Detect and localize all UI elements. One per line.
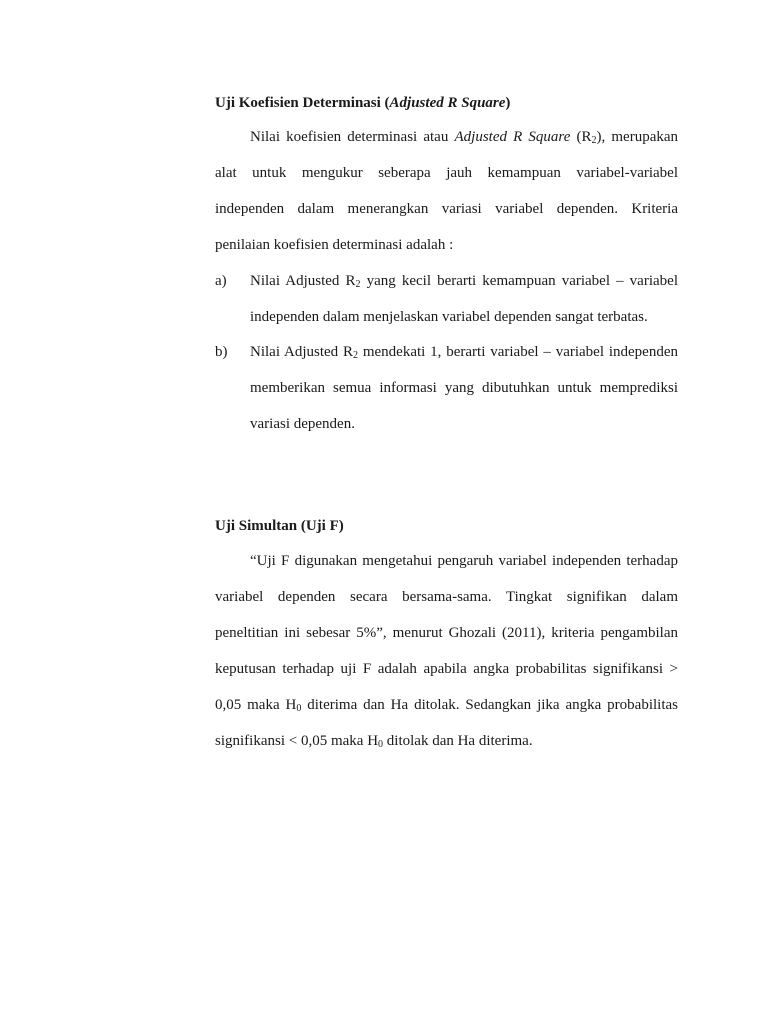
paragraph-italic-text: Adjusted R Square: [454, 129, 571, 145]
paragraph-text: “Uji F digunakan mengetahui pengaruh variabel independen terhadap variabel dependen secara bersama-sama. Tingkat signifikan dalam peneltitian ini sebesar 5%”, menurut Ghozali (2011), kriteria pengambilan keputusan terhadap uji F adalah apabila angka probabilitas signifikansi > 0,05 maka H: [215, 553, 678, 713]
heading-text: Uji Koefisien Determinasi (: [215, 95, 390, 111]
paragraph-uji-simultan: [215, 543, 678, 759]
paragraph-text: diterima dan Ha ditolak. Sedangkan jika angka probabilitas signifikansi < 0,05 maka H: [215, 697, 678, 749]
heading-text-suffix: ): [505, 95, 511, 111]
heading-uji-simultan: Uji Simultan (Uji F): [215, 518, 344, 534]
paragraph-text: ditolak dan Ha diterima.: [383, 733, 533, 749]
subscript: 0: [378, 739, 384, 750]
list-marker: a): [215, 273, 227, 289]
list-marker: b): [215, 344, 228, 360]
list-item-body: [250, 334, 678, 442]
list-item-body: [250, 263, 678, 335]
list-item-b: [215, 334, 678, 442]
heading-koefisien-determinasi: [215, 93, 510, 113]
list-item-text: Nilai Adjusted R: [250, 273, 356, 289]
paragraph-text: (R: [570, 129, 592, 145]
heading-italic-text: Adjusted R Square: [389, 95, 506, 111]
list-item-a: [215, 263, 678, 335]
paragraph-text: Nilai koefisien determinasi atau: [250, 129, 455, 145]
subscript: 0: [296, 703, 302, 714]
paragraph-text: ), merupakan alat untuk mengukur seberapa jauh kemampuan variabel-variabel independen dalam menerangkan variasi variabel dependen. Kriteria penilaian koefisien determinasi adalah :: [215, 129, 679, 253]
subscript: 2: [355, 279, 361, 290]
list-item-text: Nilai Adjusted R: [250, 344, 354, 360]
list-item-text: mendekati 1, berarti variabel – variabel independen memberikan semua informasi yang dibutuhkan untuk memprediksi variasi dependen.: [250, 344, 678, 432]
list-item-text: yang kecil berarti kemampuan variabel – variabel independen dalam menjelaskan variabel dependen sangat terbatas.: [250, 273, 678, 325]
subscript: 2: [591, 135, 597, 146]
paragraph-koefisien-determinasi: [215, 119, 678, 263]
subscript: 2: [353, 350, 359, 361]
